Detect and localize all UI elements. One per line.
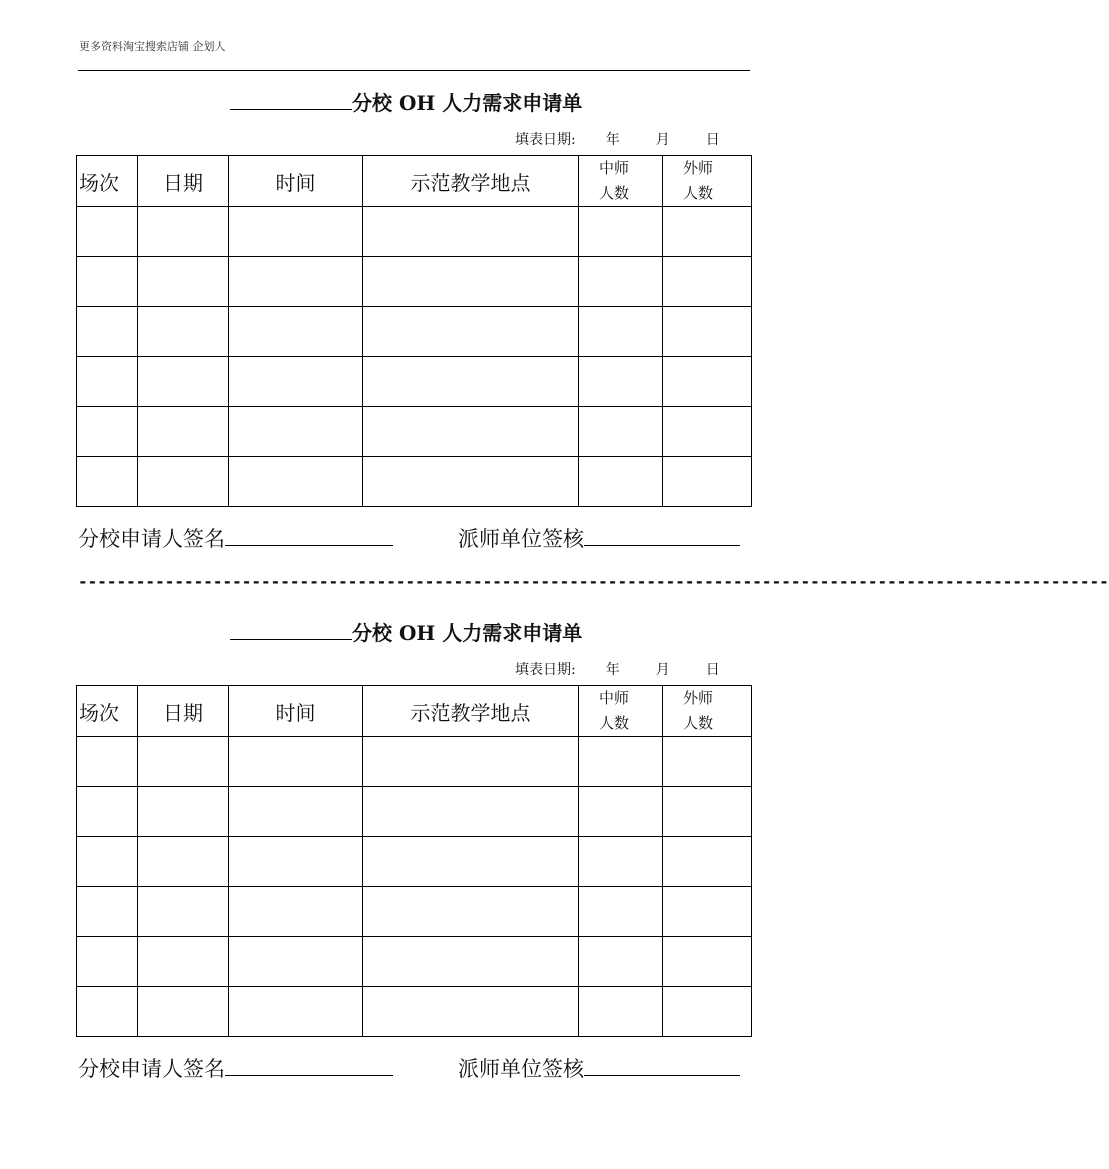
table-cell[interactable] [663, 787, 752, 837]
col-location: 示范教学地点 [363, 686, 579, 737]
table-cell[interactable] [579, 787, 663, 837]
table-cell[interactable] [229, 207, 363, 257]
table-cell[interactable] [363, 887, 579, 937]
table-cell[interactable] [77, 257, 138, 307]
table-cell[interactable] [77, 887, 138, 937]
table-cell[interactable] [579, 307, 663, 357]
date-month: 月 [655, 132, 670, 148]
date-day: 日 [705, 132, 720, 148]
table-cell[interactable] [579, 937, 663, 987]
table-cell[interactable] [663, 357, 752, 407]
dispatcher-signature [458, 1053, 740, 1083]
dispatcher-signature-field[interactable] [584, 1053, 740, 1076]
table-row [77, 737, 752, 787]
table-row [77, 307, 752, 357]
header-rule [78, 70, 750, 71]
table-cell[interactable] [229, 937, 363, 987]
applicant-signature-label: 分校申请人签名 [78, 1057, 225, 1081]
table-cell[interactable] [77, 407, 138, 457]
table-cell[interactable] [77, 307, 138, 357]
table-cell[interactable] [579, 357, 663, 407]
cut-line: ----------------------------------------------------------------------------------------------------------- [78, 572, 1109, 591]
applicant-signature-field[interactable] [225, 523, 393, 546]
col-date: 日期 [138, 686, 229, 737]
table-cell[interactable] [579, 987, 663, 1037]
table-cell[interactable] [229, 257, 363, 307]
table-cell[interactable] [138, 207, 229, 257]
table-cell[interactable] [579, 207, 663, 257]
col-date: 日期 [138, 156, 229, 207]
table-cell[interactable] [229, 737, 363, 787]
table-cell[interactable] [663, 737, 752, 787]
table-cell[interactable] [138, 257, 229, 307]
applicant-signature-label: 分校申请人签名 [78, 527, 225, 551]
table-cell[interactable] [363, 837, 579, 887]
col-location: 示范教学地点 [363, 156, 579, 207]
table-cell[interactable] [363, 257, 579, 307]
table-cell[interactable] [138, 737, 229, 787]
date-label: 填表日期: [515, 132, 576, 148]
applicant-signature [78, 1053, 393, 1083]
col-session: 场次 [77, 156, 138, 207]
col-session: 场次 [77, 686, 138, 737]
table-cell[interactable] [138, 837, 229, 887]
table-cell[interactable] [229, 457, 363, 507]
table-cell[interactable] [229, 407, 363, 457]
table-cell[interactable] [138, 787, 229, 837]
table-cell[interactable] [579, 737, 663, 787]
table-cell[interactable] [663, 307, 752, 357]
dispatcher-signature [458, 523, 740, 553]
table-cell[interactable] [229, 887, 363, 937]
date-year: 年 [605, 132, 620, 148]
table-cell[interactable] [663, 207, 752, 257]
table-cell[interactable] [363, 357, 579, 407]
table-cell[interactable] [138, 357, 229, 407]
table-cell[interactable] [77, 987, 138, 1037]
table-cell[interactable] [77, 737, 138, 787]
table-row [77, 207, 752, 257]
table-cell[interactable] [138, 887, 229, 937]
table-cell[interactable] [663, 837, 752, 887]
table-cell[interactable] [77, 357, 138, 407]
table-cell[interactable] [138, 987, 229, 1037]
date-label: 填表日期: [515, 662, 576, 678]
date-month: 月 [655, 662, 670, 678]
table-header-row [77, 156, 752, 207]
table-row [77, 407, 752, 457]
date-fill-row [515, 661, 720, 679]
table-cell[interactable] [77, 457, 138, 507]
table-cell[interactable] [663, 937, 752, 987]
col-foreign-teachers: 外师 人数 [663, 156, 752, 207]
table-cell[interactable] [229, 307, 363, 357]
table-cell[interactable] [363, 457, 579, 507]
table-cell[interactable] [579, 257, 663, 307]
table-cell[interactable] [363, 937, 579, 987]
dispatcher-signature-label: 派师单位签核 [458, 1057, 584, 1081]
table-row [77, 837, 752, 887]
dispatcher-signature-field[interactable] [584, 523, 740, 546]
date-day: 日 [705, 662, 720, 678]
title-blank-field[interactable] [230, 89, 352, 110]
table-cell[interactable] [663, 257, 752, 307]
form-title: 分校 OH 人力需求申请单 [230, 89, 582, 115]
col-mid-teachers: 中师 人数 [579, 686, 663, 737]
page-header: 更多资料淘宝搜索店铺 企划人 [79, 40, 226, 53]
table-cell[interactable] [579, 887, 663, 937]
table-cell[interactable] [229, 987, 363, 1037]
table-row [77, 357, 752, 407]
request-table [76, 155, 752, 507]
col-foreign-teachers: 外师 人数 [663, 686, 752, 737]
title-blank-field[interactable] [230, 619, 352, 640]
table-row [77, 457, 752, 507]
table-row [77, 937, 752, 987]
table-cell[interactable] [363, 987, 579, 1037]
table-row [77, 987, 752, 1037]
request-table [76, 685, 752, 1037]
col-time: 时间 [229, 686, 363, 737]
table-cell[interactable] [77, 837, 138, 887]
date-fill-row [515, 131, 720, 149]
table-row [77, 787, 752, 837]
table-cell[interactable] [663, 457, 752, 507]
table-cell[interactable] [579, 457, 663, 507]
request-form-1 [0, 89, 827, 559]
table-cell[interactable] [229, 837, 363, 887]
table-row [77, 257, 752, 307]
table-cell[interactable] [579, 837, 663, 887]
table-cell[interactable] [663, 987, 752, 1037]
table-cell[interactable] [138, 937, 229, 987]
table-cell[interactable] [363, 207, 579, 257]
table-header-row [77, 686, 752, 737]
col-mid-teachers: 中师 人数 [579, 156, 663, 207]
applicant-signature [78, 523, 393, 553]
table-cell[interactable] [229, 787, 363, 837]
date-year: 年 [605, 662, 620, 678]
table-cell[interactable] [663, 887, 752, 937]
applicant-signature-field[interactable] [225, 1053, 393, 1076]
table-cell[interactable] [77, 207, 138, 257]
table-cell[interactable] [138, 307, 229, 357]
table-cell[interactable] [77, 937, 138, 987]
table-cell[interactable] [363, 787, 579, 837]
table-cell[interactable] [138, 407, 229, 457]
dispatcher-signature-label: 派师单位签核 [458, 527, 584, 551]
table-cell[interactable] [363, 407, 579, 457]
form-title: 分校 OH 人力需求申请单 [230, 619, 582, 645]
table-cell[interactable] [138, 457, 229, 507]
table-cell[interactable] [77, 787, 138, 837]
request-form-2 [0, 619, 827, 1089]
table-row [77, 887, 752, 937]
table-cell[interactable] [229, 357, 363, 407]
table-cell[interactable] [663, 407, 752, 457]
col-time: 时间 [229, 156, 363, 207]
table-cell[interactable] [363, 307, 579, 357]
table-cell[interactable] [363, 737, 579, 787]
table-cell[interactable] [579, 407, 663, 457]
